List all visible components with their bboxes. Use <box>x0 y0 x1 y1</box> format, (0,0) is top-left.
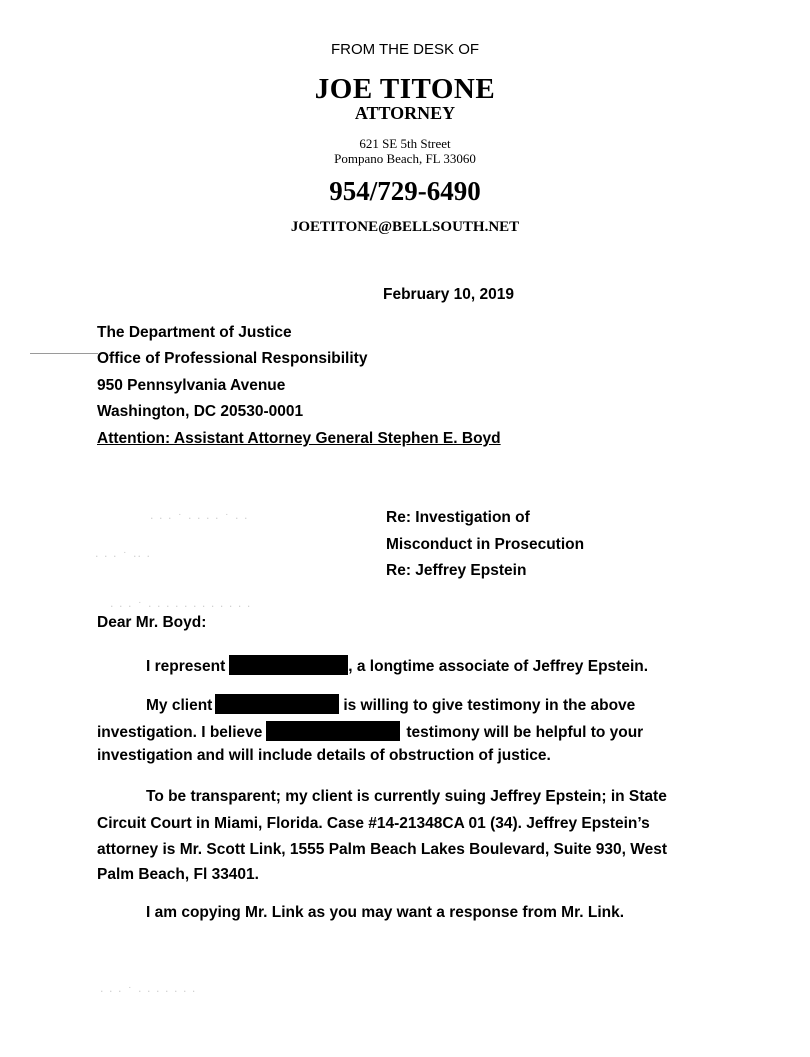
letter-date: February 10, 2019 <box>383 286 514 303</box>
redaction-bar <box>215 694 339 714</box>
scan-noise: · · · ˙ ·· · <box>95 550 151 563</box>
recipient-line1: The Department of Justice <box>97 324 292 341</box>
recipient-line4: Washington, DC 20530-0001 <box>97 403 304 420</box>
paragraph-3-line3: attorney is Mr. Scott Link, 1555 Palm Beach Lakes Boulevard, Suite 930, West <box>97 841 667 858</box>
redaction-bar <box>229 655 348 675</box>
recipient-attention: Attention: Assistant Attorney General Stephen E. Boyd <box>97 430 501 447</box>
subject-line1: Re: Investigation of <box>386 509 530 526</box>
paragraph-2-text-d: testimony will be helpful to your <box>406 724 644 741</box>
letterhead-from-desk: FROM THE DESK OF <box>330 41 480 58</box>
redaction-bar <box>266 721 400 741</box>
paragraph-2-text-a: My client <box>146 697 213 714</box>
scan-noise: · · · ˙ · · · · · · · <box>100 985 197 998</box>
subject-line3: Re: Jeffrey Epstein <box>386 562 527 579</box>
paragraph-4: I am copying Mr. Link as you may want a response from Mr. Link. <box>146 904 625 921</box>
paragraph-1-line <box>146 655 648 676</box>
recipient-line3: 950 Pennsylvania Avenue <box>97 377 286 394</box>
paragraph-1-text-a: I represent <box>146 658 226 675</box>
scan-noise: · · · ˙ · · · · ˙ · · <box>150 512 249 525</box>
scan-noise: · · · ˙ · · · · · · · · · · · · <box>110 600 252 613</box>
letterhead-address-line1: 621 SE 5th Street <box>359 136 451 151</box>
paragraph-2-line1 <box>146 694 635 715</box>
letterhead-name: JOE TITONE <box>314 73 496 105</box>
paragraph-3-line4: Palm Beach, Fl 33401. <box>97 866 259 883</box>
scan-artifact-line <box>30 353 98 354</box>
letterhead-title: ATTORNEY <box>354 103 456 123</box>
letterhead-phone: 954/729-6490 <box>329 176 481 206</box>
letterhead-address-line2: Pompano Beach, FL 33060 <box>334 151 476 166</box>
paragraph-1-text-b: , a longtime associate of Jeffrey Epstein. <box>348 658 649 675</box>
recipient-line2: Office of Professional Responsibility <box>97 350 368 367</box>
paragraph-2-text-b: is willing to give testimony in the above <box>343 697 636 714</box>
letterhead-email: JOETITONE@BELLSOUTH.NET <box>290 219 520 235</box>
salutation: Dear Mr. Boyd: <box>97 614 207 631</box>
paragraph-3-line2: Circuit Court in Miami, Florida. Case #14-21348CA 01 (34). Jeffrey Epstein’s <box>97 815 650 832</box>
paragraph-2-line2 <box>97 721 643 742</box>
paragraph-2-line3: investigation and will include details of obstruction of justice. <box>97 747 551 764</box>
subject-line2: Misconduct in Prosecution <box>386 536 585 553</box>
paragraph-3-line1: To be transparent; my client is currently suing Jeffrey Epstein; in State <box>146 788 667 805</box>
paragraph-2-text-c: investigation. I believe <box>97 724 263 741</box>
